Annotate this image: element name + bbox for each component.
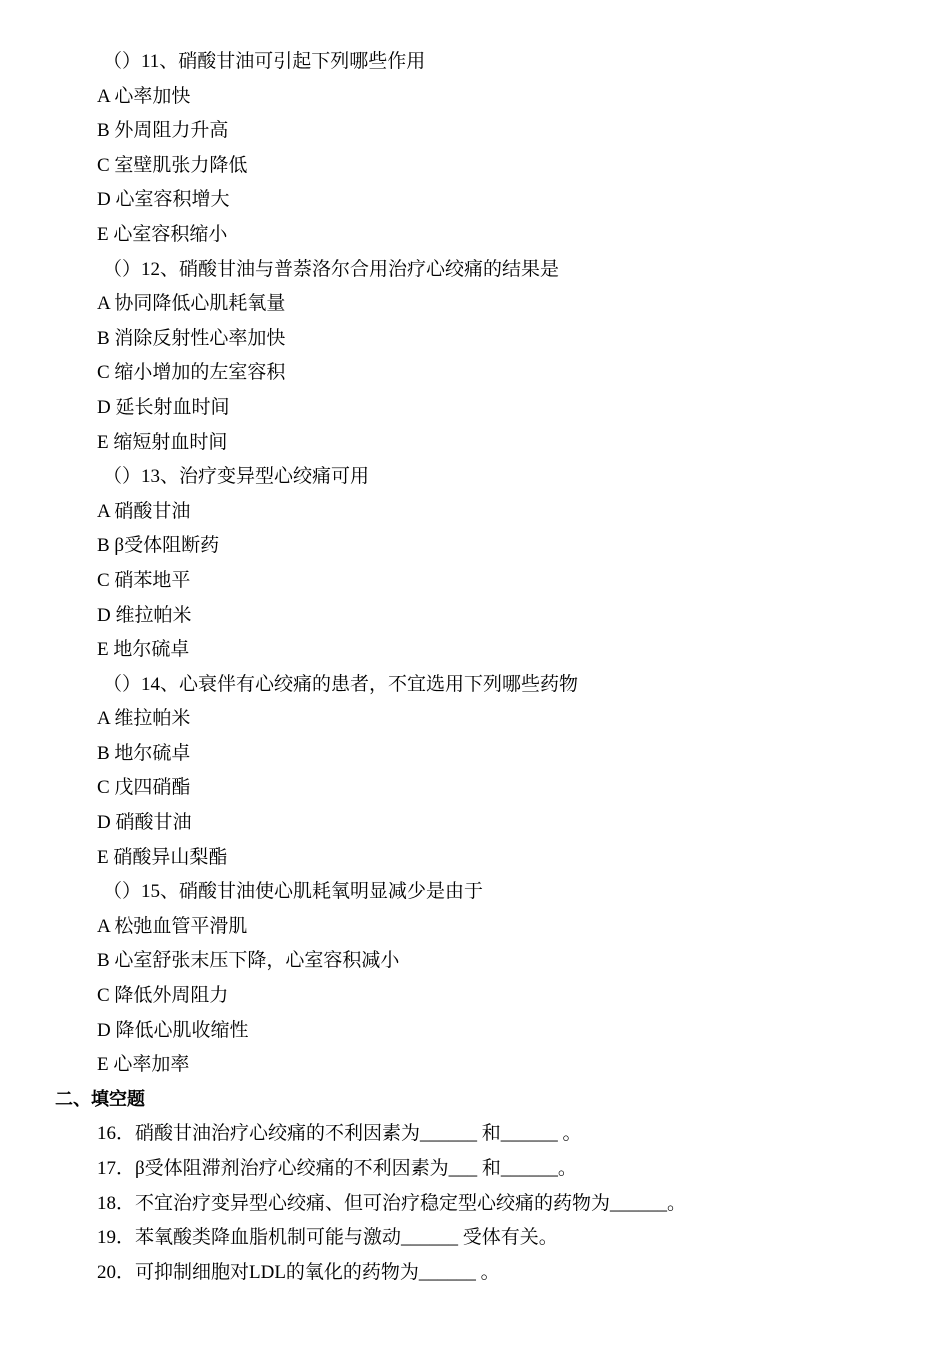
answer-option: D 延长射血时间	[97, 396, 230, 418]
question-stem: （）15、硝酸甘油使心肌耗氧明显减少是由于	[103, 881, 484, 903]
fill-blank-item: 16．硝酸甘油治疗心绞痛的不利因素为______ 和______ 。	[97, 1123, 582, 1145]
answer-option: D 心室容积增大	[97, 189, 230, 211]
fill-blank-item: 19．苯氧酸类降血脂机制可能与激动______ 受体有关。	[97, 1227, 558, 1249]
answer-option: C 缩小增加的左室容积	[97, 362, 286, 384]
answer-option: E 硝酸异山梨酯	[97, 846, 228, 868]
question-stem: （）13、治疗变异型心绞痛可用	[103, 466, 370, 488]
content-block	[0, 45, 951, 1290]
answer-option: A 硝酸甘油	[97, 500, 191, 522]
answer-option: E 心室容积缩小	[97, 223, 228, 245]
answer-option: E 缩短射血时间	[97, 431, 228, 453]
answer-option: B 心室舒张末压下降，心室容积减小	[97, 950, 400, 972]
answer-option: A 协同降低心肌耗氧量	[97, 293, 286, 315]
answer-option: C 硝苯地平	[97, 569, 191, 591]
fill-blank-item: 17．β受体阻滞剂治疗心绞痛的不利因素为___ 和______。	[97, 1158, 577, 1179]
section-heading: 二、填空题	[55, 1088, 145, 1110]
answer-option: A 松弛血管平滑肌	[97, 915, 248, 937]
answer-option: C 降低外周阻力	[97, 985, 229, 1007]
answer-option: B 地尔硫卓	[97, 742, 191, 764]
answer-option: D 降低心肌收缩性	[97, 1019, 249, 1041]
answer-option: E 心率加率	[97, 1054, 190, 1076]
answer-option: E 地尔硫卓	[97, 639, 190, 661]
answer-option: C 戊四硝酯	[97, 777, 191, 799]
fill-blank-item: 20．可抑制细胞对LDL的氧化的药物为______ 。	[97, 1261, 500, 1283]
answer-option: A 心率加快	[97, 85, 191, 107]
question-stem: （）11、硝酸甘油可引起下列哪些作用	[103, 51, 426, 72]
fill-blank-item: 18．不宜治疗变异型心绞痛、但可治疗稳定型心绞痛的药物为______。	[97, 1192, 687, 1214]
answer-option: D 硝酸甘油	[97, 812, 192, 834]
answer-option: A 维拉帕米	[97, 708, 191, 730]
question-stem: （）12、硝酸甘油与普萘洛尔合用治疗心绞痛的结果是	[103, 258, 560, 280]
answer-option: B 消除反射性心率加快	[97, 327, 286, 349]
answer-option: B 外周阻力升高	[97, 120, 229, 142]
question-stem: （）14、心衰伴有心绞痛的患者，不宜选用下列哪些药物	[103, 673, 579, 695]
answer-option: D 维拉帕米	[97, 604, 192, 626]
answer-option: B β受体阻断药	[97, 535, 220, 557]
answer-option: C 室壁肌张力降低	[97, 154, 248, 176]
